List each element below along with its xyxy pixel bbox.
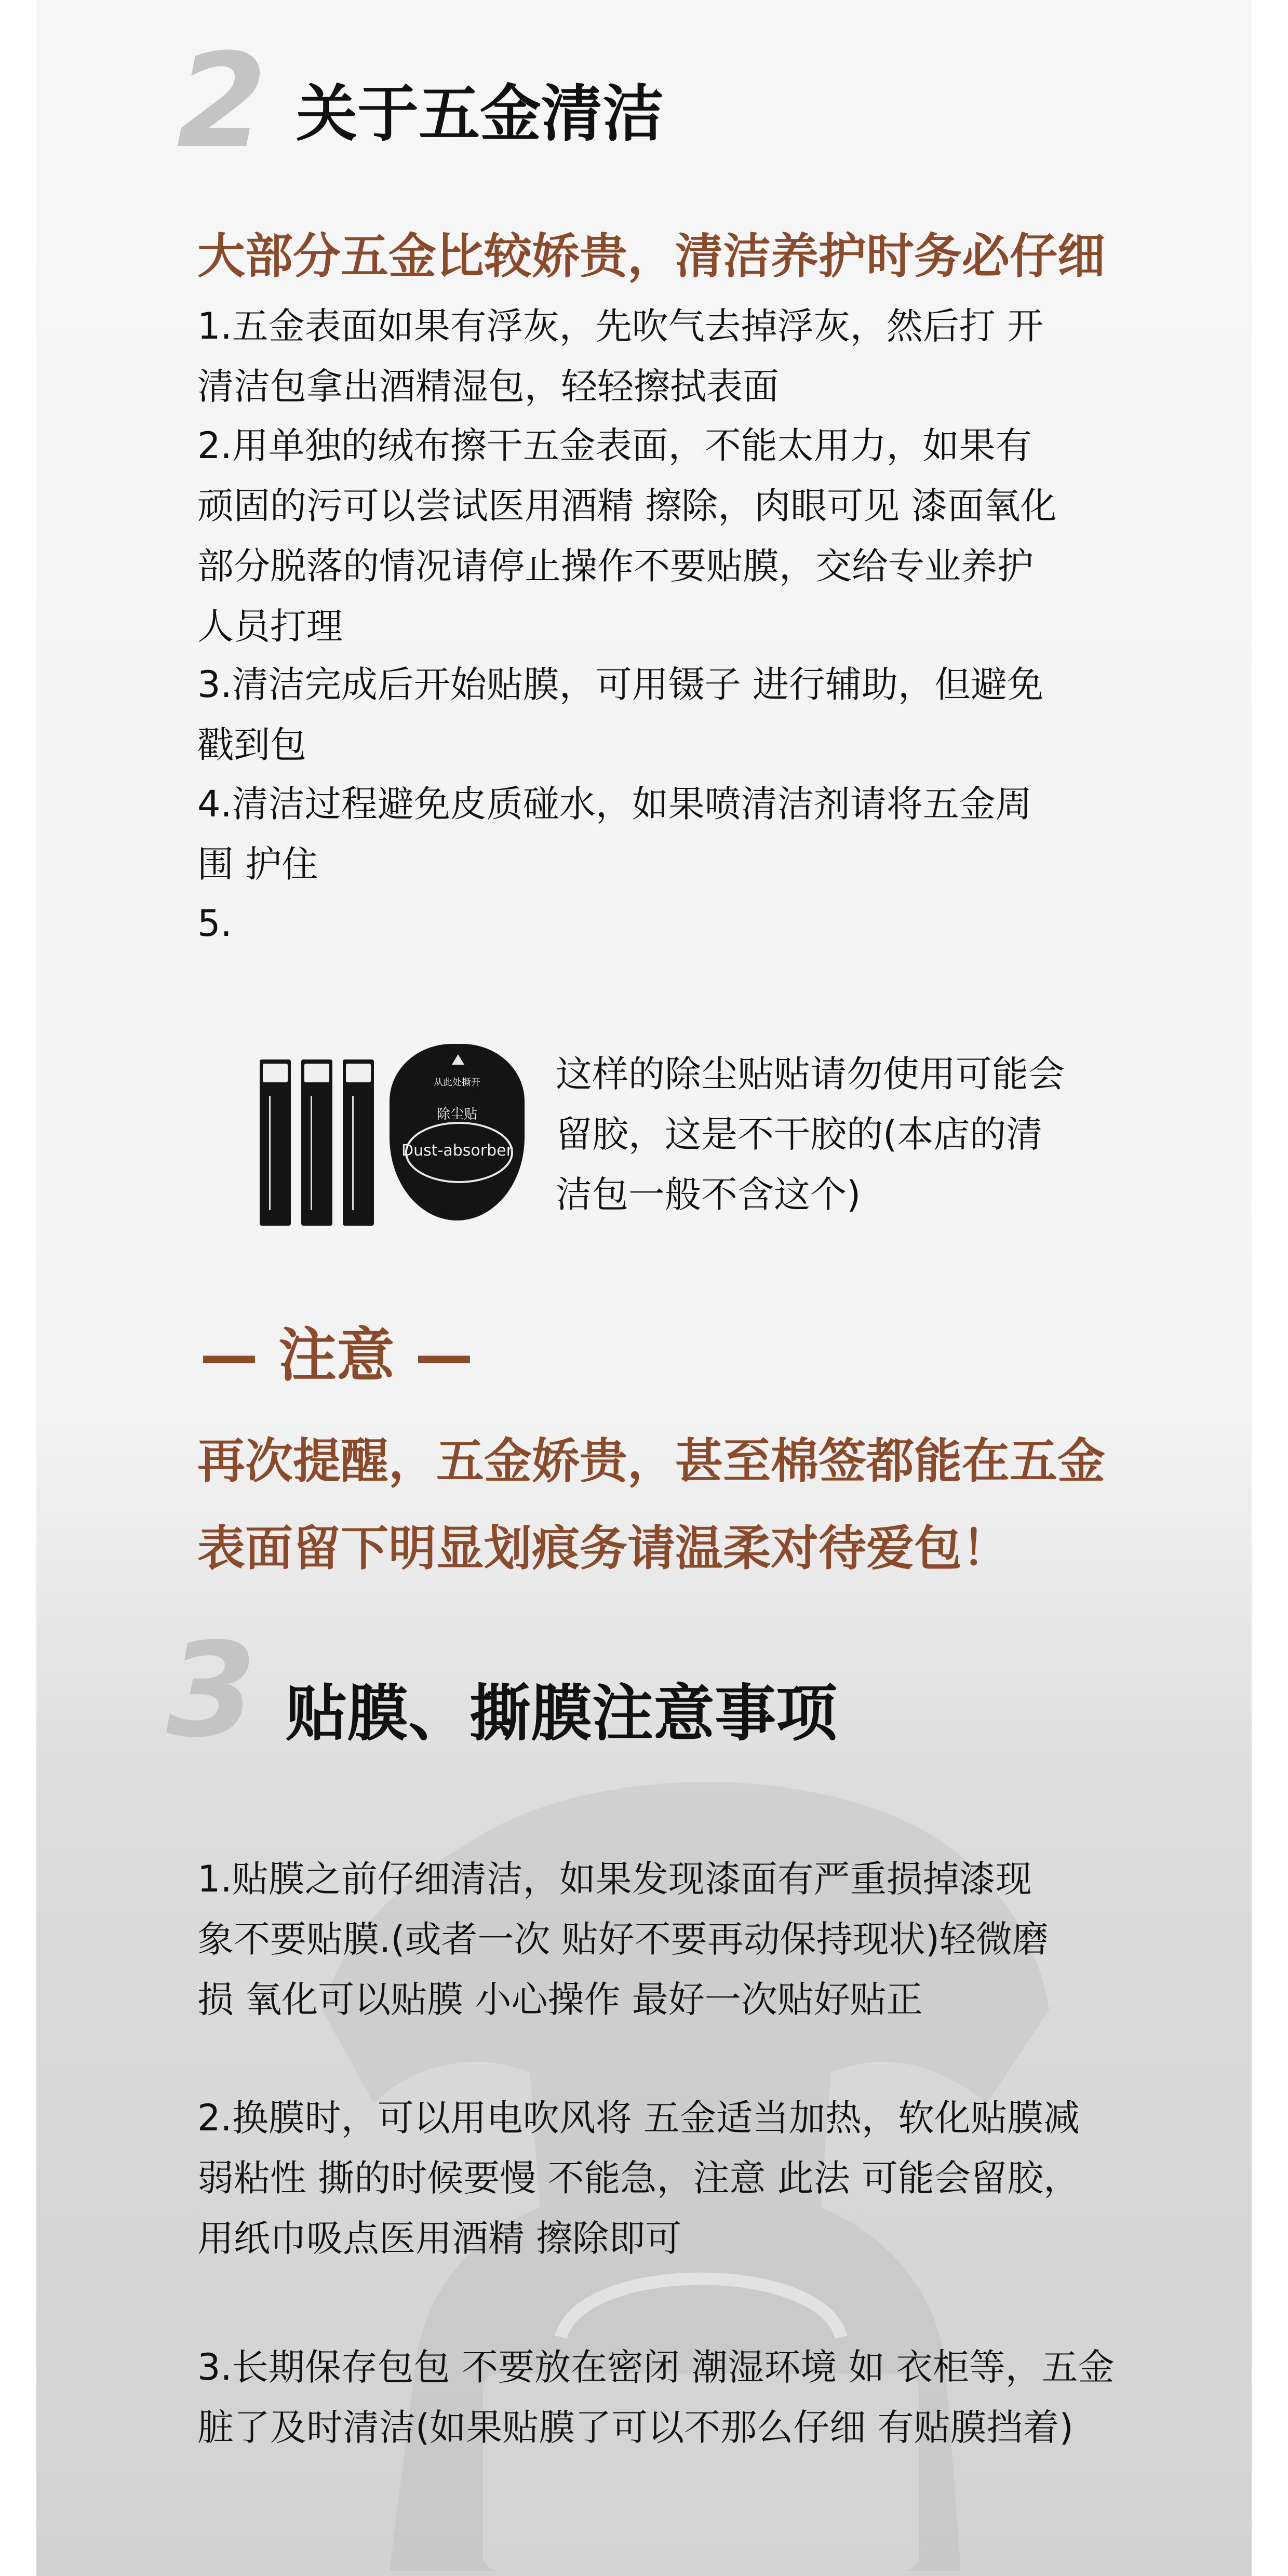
item-line: 围 护住 bbox=[197, 843, 318, 886]
section2-title: 关于五金清洁 bbox=[296, 78, 664, 150]
item-line: 3.长期保存包包 不要放在密闭 潮湿环境 如 衣柜等，五金 bbox=[197, 2346, 1115, 2389]
item-line: 损 氧化可以贴膜 小心操作 最好一次贴好贴正 bbox=[197, 1978, 923, 2021]
dust-absorber-dome bbox=[390, 1044, 525, 1220]
section2-item-5-text bbox=[556, 1044, 1231, 1225]
item-line: 2.换膜时，可以用电吹风将 五金适当加热，软化贴膜减 bbox=[197, 2097, 1080, 2139]
dome-en-label: Dust-absorber bbox=[401, 1142, 513, 1160]
item-line: 清洁包拿出酒精湿包，轻轻擦拭表面 bbox=[197, 365, 779, 408]
section3-item-3 bbox=[197, 2337, 1195, 2458]
notice-line: 再次提醒，五金娇贵，甚至棉签都能在五金 bbox=[197, 1433, 1106, 1489]
section2-number: 2 bbox=[177, 25, 262, 177]
section2-subhead: 大部分五金比较娇贵，清洁养护时务必仔细 bbox=[197, 229, 1106, 284]
notice-line: 表面留下明显划痕务请温柔对待爱包！ bbox=[197, 1521, 1010, 1576]
notice-text bbox=[197, 1418, 1215, 1592]
section3-item-2 bbox=[197, 2088, 1195, 2269]
section3-title: 贴膜、撕膜注意事项 bbox=[286, 1678, 838, 1749]
right-margin bbox=[1252, 0, 1288, 2576]
section2-item-4 bbox=[197, 774, 1195, 894]
section3-number: 3 bbox=[166, 1615, 251, 1766]
section2-item-2 bbox=[197, 415, 1195, 656]
item-line: 人员打理 bbox=[197, 605, 343, 648]
item-line: 3.清洁完成后开始贴膜，可用镊子 进行辅助，但避免 bbox=[197, 663, 1044, 706]
item-line: 这样的除尘贴贴请勿使用可能会 bbox=[556, 1053, 1065, 1095]
dome-cn-label: 除尘贴 bbox=[436, 1107, 477, 1122]
item-line: 洁包一般不含这个) bbox=[556, 1173, 861, 1216]
item-line: 留胶，这是不干胶的(本店的清 bbox=[556, 1113, 1043, 1156]
section2-item-1 bbox=[197, 296, 1195, 417]
dome-top-label: 从此处撕开 bbox=[434, 1077, 480, 1088]
guide-sticker-strip bbox=[260, 1059, 291, 1226]
item-line: 弱粘性 撕的时候要慢 不能急，注意 此法 可能会留胶， bbox=[197, 2157, 1080, 2199]
item-line: 顽固的污可以尝试医用酒精 擦除，肉眼可见 漆面氧化 bbox=[197, 485, 1057, 527]
item-line: 2.用单独的绒布擦干五金表面，不能太用力，如果有 bbox=[197, 424, 1032, 467]
section2-item-3 bbox=[197, 654, 1195, 775]
item-line: 脏了及时清洁(如果贴膜了可以不那么仔细 有贴膜挡着) bbox=[197, 2406, 1074, 2449]
item-line: 1.贴膜之前仔细清洁，如果发现漆面有严重损掉漆现 bbox=[197, 1858, 1032, 1900]
item-line: 部分脱落的情况请停止操作不要贴膜，交给专业养护 bbox=[197, 545, 1034, 587]
left-margin bbox=[0, 0, 36, 2576]
section2-item-5-number: 5. bbox=[197, 902, 232, 945]
section3-item-1 bbox=[197, 1849, 1195, 2030]
item-line: 用纸巾吸点医用酒精 擦除即可 bbox=[197, 2217, 682, 2260]
item-line: 戳到包 bbox=[197, 723, 306, 766]
item-line: 象不要贴膜.(或者一次 贴好不要再动保持现状)轻微磨 bbox=[197, 1918, 1049, 1961]
dust-absorber-sticker-image bbox=[260, 1044, 530, 1231]
item-line: 1.五金表面如果有浮灰，先吹气去掉浮灰，然后打 开 bbox=[197, 305, 1044, 347]
item-line: 4.清洁过程避免皮质碰水，如果喷清洁剂请将五金周 bbox=[197, 783, 1032, 825]
guide-sticker-strip bbox=[301, 1059, 332, 1226]
notice-title: — 注意 — bbox=[200, 1322, 473, 1389]
guide-sticker-strip bbox=[343, 1059, 374, 1226]
